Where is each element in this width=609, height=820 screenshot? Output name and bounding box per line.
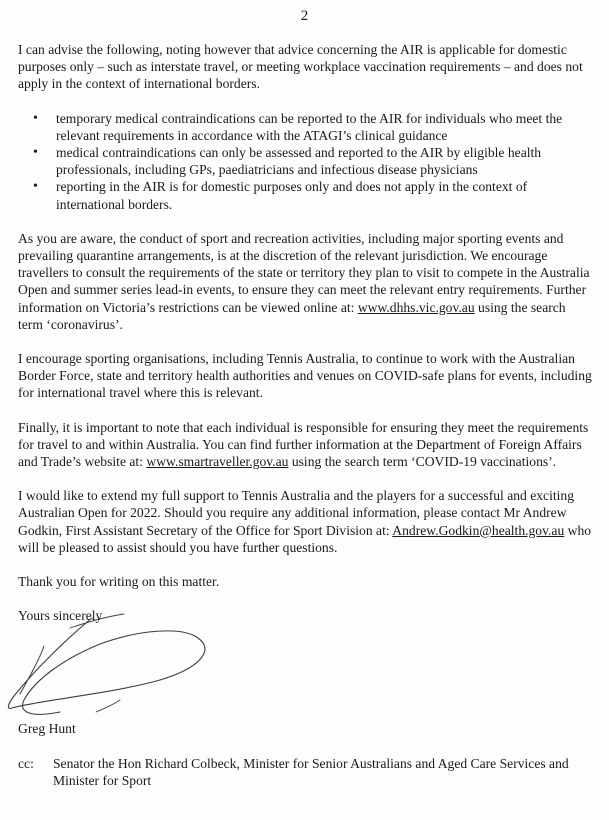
list-item: • temporary medical contraindications can be reported to the AIR for individuals who meet the relevant requirements in accordance with the ATAGI’s clinical guidance <box>56 110 593 144</box>
email-link[interactable]: Andrew.Godkin@health.gov.au <box>392 522 565 538</box>
smartraveller-link[interactable]: www.smartraveller.gov.au <box>146 454 289 470</box>
cc-block <box>18 755 593 789</box>
signature-image <box>0 608 240 728</box>
sport-text-end: using the search term ‘coronavirus’. <box>18 299 566 332</box>
dhhs-link[interactable]: www.dhhs.vic.gov.au <box>357 299 475 315</box>
support-text: I would like to extend my full support to Tennis Australia and the players for a successful and exciting Australian Open for 2022. Should you require any additional information, please contact Mr Andrew Godkin, First Assistant Secretary of the Office for Sport Division at: <box>18 488 575 538</box>
signer-name: Greg Hunt <box>18 721 76 737</box>
list-item: • reporting in the AIR is for domestic purposes only and does not apply in the context of international borders. <box>56 178 593 212</box>
sport-text: As you are aware, the conduct of sport and recreation activities, including major sporting events and prevailing quarantine arrangements, is at the discretion of the relevant jurisdiction. We encourage travellers to consult the requirements of the state or territory they plan to visit to compete in the Australia Open and summer series lead-in events, to ensure they can meet the relevant entry requirements. Further information on Victoria’s restrictions can be viewed online at: <box>18 230 590 315</box>
sport-paragraph <box>18 230 593 333</box>
signature <box>18 624 258 720</box>
cc-label: cc: <box>18 755 34 771</box>
list-item: • medical contraindications can only be assessed and reported to the AIR by eligible health professionals, including GPs, paediatricians and infectious disease physicians <box>56 144 593 178</box>
finally-paragraph <box>18 419 593 471</box>
intro-paragraph: I can advise the following, noting however that advice concerning the AIR is applicable for domestic purposes only – such as interstate travel, or meeting workplace vaccination requirements – and does not apply in the context of international borders. <box>18 42 583 92</box>
support-text-end: who will be pleased to assist should you have further questions. <box>18 522 592 555</box>
page-number: 2 <box>300 8 309 24</box>
closing-line: Yours sincerely <box>18 608 103 624</box>
support-paragraph <box>18 487 593 556</box>
finally-text-end: using the search term ‘COVID-19 vaccinations’. <box>288 454 557 470</box>
advice-list <box>18 110 593 213</box>
cc-recipient: Senator the Hon Richard Colbeck, Minister for Senior Australians and Aged Care Services and Minister for Sport <box>53 755 569 788</box>
finally-text: Finally, it is important to note that each individual is responsible for ensuring they meet the requirements for travel to and within Australia. You can find further information at the Department of Foreign Affairs and Trade’s website at: <box>18 419 589 470</box>
letter-body <box>18 41 593 789</box>
thanks-line: Thank you for writing on this matter. <box>18 574 220 590</box>
organisations-paragraph: I encourage sporting organisations, including Tennis Australia, to continue to work with the Australian Border Force, state and territory health authorities and venues on COVID-safe plans for events, including for international travel where this is relevant. <box>18 351 592 401</box>
